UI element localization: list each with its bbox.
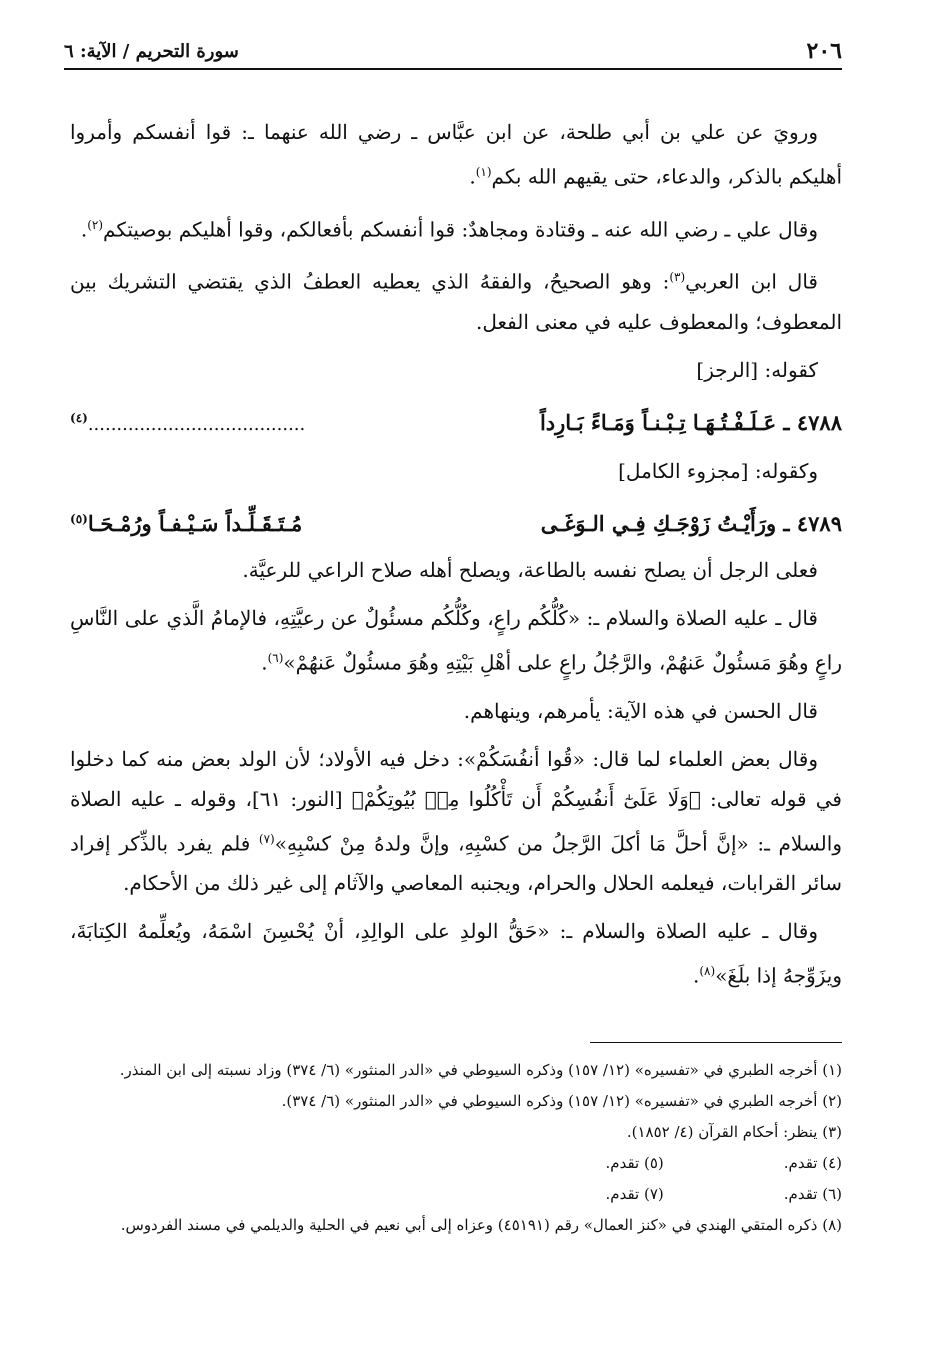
footnote-2: (٢) أخرجه الطبري في «تفسيره» (١٢/ ١٥٧) وذكره السيوطي في «الدر المنثور» (٦/ ٣٧٤). <box>281 1092 842 1110</box>
surah-title: سورة التحريم / الآية: ٦ <box>64 41 239 62</box>
footnote-ref: (٧) <box>258 831 275 846</box>
header-rule <box>64 68 842 70</box>
paragraph-1: ورويَ عن علي بن أبي طلحة، عن ابن عبَّاس ـ رضي الله عنهما ـ: قوا أنفسكم وأمروا أهليكم بالذكر، والدعاء، حتى يقيهم الله بكم$^{(١)}$. <box>70 120 842 189</box>
paragraph-text: قال ابن العربي <box>685 269 818 294</box>
paragraph-text: فلم يفرد بالذِّكر إفراد سائر القرابات، فيعلمه الحلال والحرام، ويجنبه المعاصي والآثام إلى غير ذلك من الأحكام. <box>70 831 842 896</box>
paragraph-10: وقال ـ عليه الصلاة والسلام ـ: «حَقُّ الولدِ على الوالِدِ، أنْ يُحْسِنَ اسْمَهُ، ويُعلِّمهُ الكِتابَةَ، ويزَوِّجهُ إذا بلَغَ»$^{(٨)}$. <box>70 919 842 988</box>
footnote-ref: (٥) <box>70 511 88 526</box>
verse-4788 <box>70 398 842 445</box>
page-header <box>64 38 842 74</box>
footnotes <box>70 1056 842 1242</box>
footnote-ref: (٨) <box>699 964 716 979</box>
footnote-ref: (٤) <box>70 410 88 425</box>
footnote-ref: (٣) <box>669 270 686 285</box>
footnote-5: (٥) تقدم. <box>605 1154 664 1172</box>
paragraph-text: وقال بعض العلماء لما قال: «قُوا أنفُسَكُمْ»: دخل فيه الأولاد؛ لأن الولد بعض منه كما دخلوا في قوله تعالى: ﴿وَلَا عَلَىٰٓ أَنفُسِكُمْ أَن تَأْكُلُوا مِنۢ بُيُوتِكُمْ﴾ [النور: ٦١]، وقوله ـ عليه الصلاة والسلام ـ: «إنَّ أحلَّ مَا أكلَ الرَّجلُ من كسْبِهِ، وإنَّ ولدهُ مِنْ كسْبِهِ» <box>70 746 842 856</box>
paragraph-2: وقال علي ـ رضي الله عنه ـ وقتادة ومجاهدٌ: قوا أنفسكم بأفعالكم، وقوا أهليكم بوصيتكم$^{(٢)}$. <box>80 217 818 242</box>
page-number: ٢٠٦ <box>806 38 842 64</box>
main-text <box>70 112 842 1004</box>
paragraph-text: وقال ـ عليه الصلاة والسلام ـ: «حَقُّ الولدِ على الوالِدِ، أنْ يُحْسِنَ اسْمَهُ، ويُعلِّمهُ الكِتابَةَ، ويزَوِّجهُ إذا بلَغَ» <box>70 919 842 988</box>
verse-text: ٤٧٨٨ ـ عَـلَـفْـتُـهَـا تِـبْـنـاً وَمَـاءً بَـارِداً <box>539 409 842 435</box>
paragraph-8: قال الحسن في هذه الآية: يأمرهم، وينهاهم. <box>463 698 818 723</box>
footnote-ref: (١) <box>475 165 492 179</box>
footnote-7: (٧) تقدم. <box>605 1185 664 1203</box>
footnote-row <box>70 1149 842 1177</box>
verse-dots <box>70 398 305 445</box>
verse-4789 <box>70 499 842 544</box>
footnote-ref: (٦) <box>267 650 284 665</box>
paragraph-text: قال ـ عليه الصلاة والسلام ـ: «كُلُّكُم راعٍ، وكُلُّكُم مسئُولٌ عن رعيَّتِهِ، فالإمامُ الَّذي على النَّاسِ راعٍ وهُوَ مَسئُولٌ عَنهُمْ، والرَّجُلُ راعٍ على أهْلِ بَيْتِهِ وهُوَ مسئُولٌ عَنهُمْ» <box>70 605 842 675</box>
footnote-rule <box>590 1042 842 1043</box>
hemistich-text: مُـتَـقَـلِّـداً سَـيْـفـاً ورُمْـحَـا <box>87 510 303 536</box>
paragraph-4: كقوله: [الرجز] <box>696 357 818 382</box>
footnote-4: (٤) تقدم. <box>783 1154 842 1172</box>
verse-first-hemistich: ٤٧٨٩ ـ ورَأَيْـتُ زَوْجَـكِ فِـي الـوَغَـى <box>540 510 842 536</box>
paragraph-6: فعلى الرجل أن يصلح نفسه بالطاعة، ويصلح أهله صلاح الراعي للرعيَّة. <box>242 557 818 582</box>
paragraph-text: : وهو الصحيحُ، والفقهُ الذي يعطيه العطفُ الذي يقتضي التشريك بين المعطوف؛ والمعطوف عليه في معنى الفعل. <box>70 269 842 334</box>
footnote-row <box>70 1180 842 1208</box>
paragraph-9 <box>70 739 842 904</box>
verse-second-hemistich <box>70 499 302 544</box>
footnote-1: (١) أخرجه الطبري في «تفسيره» (١٢/ ١٥٧) وذكره السيوطي في «الدر المنثور» (٦/ ٣٧٤) وزاد نسبته إلى ابن المنذر. <box>119 1061 842 1079</box>
footnote-ref: (٢) <box>87 217 104 232</box>
dots: ...................................... <box>87 413 306 435</box>
footnote-6: (٦) تقدم. <box>783 1185 842 1203</box>
footnote-8: (٨) ذكره المتقي الهندي في «كنز العمال» رقم (٤٥١٩١) وعزاه إلى أبي نعيم في الحلية والديلمي في مسند الفردوس. <box>120 1216 842 1234</box>
paragraph-7: قال ـ عليه الصلاة والسلام ـ: «كُلُّكُم راعٍ، وكُلُّكُم مسئُولٌ عن رعيَّتِهِ، فالإمامُ الَّذي على النَّاسِ راعٍ وهُوَ مَسئُولٌ عَنهُمْ، والرَّجُلُ راعٍ على أهْلِ بَيْتِهِ وهُوَ مسئُولٌ عَنهُمْ»$^{(٦)}$. <box>70 605 842 675</box>
paragraph-3 <box>70 257 842 342</box>
paragraph-text: ورويَ عن علي بن أبي طلحة، عن ابن عبَّاس ـ رضي الله عنهما ـ: قوا أنفسكم وأمروا أهليكم بالذكر، والدعاء، حتى يقيهم الله بكم <box>70 120 842 189</box>
paragraph-5: وكقوله: [مجزوء الكامل] <box>618 458 818 483</box>
footnote-3: (٣) ينظر: أحكام القرآن (٤/ ١٨٥٢). <box>626 1123 842 1141</box>
paragraph-text: وقال علي ـ رضي الله عنه ـ وقتادة ومجاهدٌ: قوا أنفسكم بأفعالكم، وقوا أهليكم بوصيتكم <box>103 217 818 242</box>
